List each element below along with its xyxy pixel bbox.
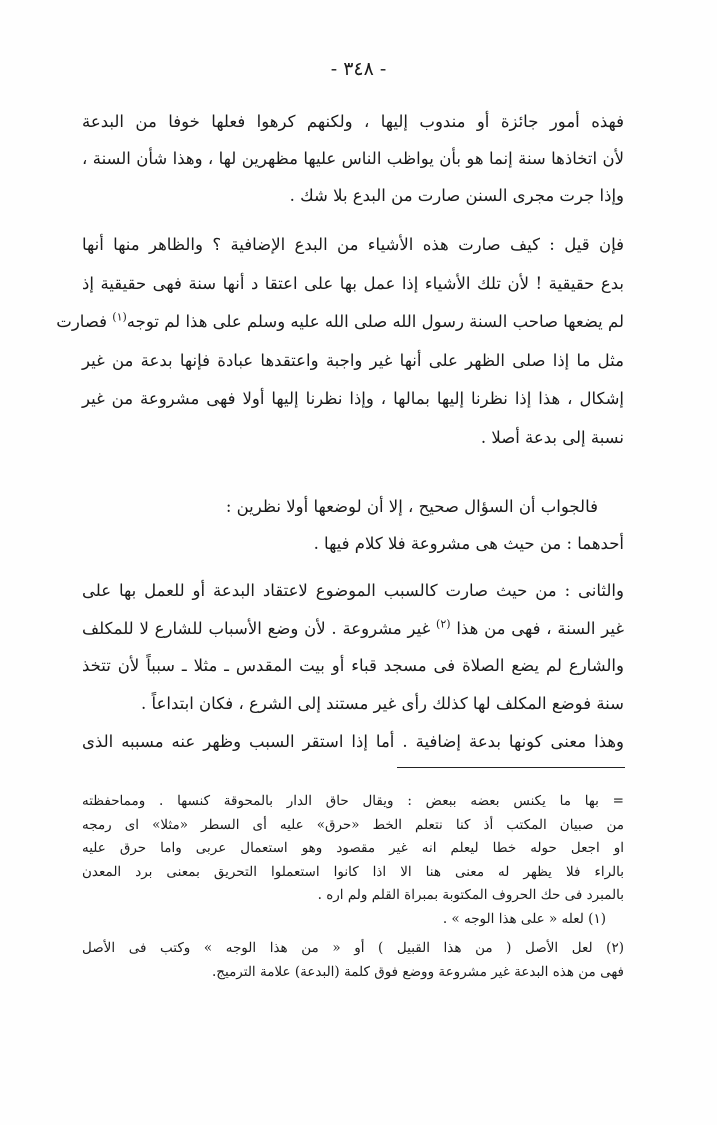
footnote-marker-2: (٢)	[436, 617, 451, 630]
text-line: لأن اتخاذها سنة إنما هو بأن يواظب الناس عليها مظهرين لها ، وهذا شأن السنة ،	[82, 149, 624, 168]
footnote-separator	[397, 767, 625, 768]
text-line: والثانى : من حيث صارت كالسبب الموضوع لاعتقاد البدعة أو للعمل بها على	[82, 581, 624, 600]
text-segment: غير مشروعة . لأن وضع الأسباب للشارع لا للمكلف	[82, 618, 431, 638]
footnote-2-line: فهى من هذه البدعة غير مشروعة ووضع فوق كلمة (البدعة) علامة الترميج.	[211, 963, 624, 980]
paragraph-2	[56, 226, 624, 457]
footnotes	[82, 790, 624, 984]
text-segment: فصارت	[56, 312, 108, 331]
text-line: مثل ما إذا صلى الظهر على أنها غير واجبة واعتقدها عبادة فإنها بدعة من غير	[82, 350, 624, 370]
footnote-marker-1: (١)	[112, 310, 127, 324]
text-line: نسبة إلى بدعة أصلا .	[480, 427, 624, 447]
text-segment: غير السنة ، فهى من هذا	[456, 618, 624, 638]
text-line: والشارع لم يضع الصلاة فى مسجد قباء أو بيت المقدس ـ مثلا ـ سبباً لأن تتخذ	[82, 656, 624, 675]
paragraph-4	[82, 572, 624, 722]
text-line: فهذه أمور جائزة أو مندوب إليها ، ولكنهم كرهوا فعلها خوفا من البدعة	[82, 112, 624, 131]
footnote-line: = بها ما يكنس بعضه ببعض : ويقال حاق الدار بالمحوقة كنسها . ومماحفظته	[82, 793, 624, 809]
paragraph-3	[82, 488, 624, 562]
paragraph-1	[82, 103, 624, 214]
paragraph-5	[82, 723, 624, 760]
text-line-with-note	[56, 303, 624, 342]
text-line: أحدهما : من حيث هى مشروعة فلا كلام فيها .	[313, 534, 624, 553]
text-segment: لم يضعها صاحب السنة رسول الله صلى الله عليه وسلم على هذا لم توجه	[126, 312, 624, 331]
page-number: - ٣٤٨ -	[330, 58, 387, 80]
text-line: وإذا جرت مجرى السنن صارت من البدع بلا شك .	[289, 186, 624, 205]
footnote-line: او اجعل حوله خطا ليعلم انه غير مقصود وهو استعمال عربى واما حرق عليه	[82, 840, 625, 856]
footnote-line: بالراء فلا يظهر له معنى هنا الا اذا كانوا استعملوا التحريق بمعنى برد المعدن	[82, 863, 624, 880]
footnote-1: (١) لعله « على هذا الوجه » .	[442, 910, 606, 927]
text-line-with-note	[82, 610, 624, 648]
text-line: سنة فوضع المكلف لها كذلك رأى غير مستند إلى الشرع ، فكان ابتداعاً .	[141, 693, 624, 713]
text-line: بدع حقيقية ! لأن تلك الأشياء إذا عمل بها على اعتقا د أنها سنة فهى حقيقية إذ	[82, 273, 624, 293]
footnote-line: بالمبرد فى حك الحروف المكتوبة بمبراة القلم ولم اره .	[317, 887, 624, 903]
text-line: إشكال ، هذا إذا نظرنا إليها بمالها ، وإذا نظرنا إليها أولا فهى مشروعة من غير	[82, 389, 624, 408]
footnote-2-line: (٢) لعل الأصل ( من هذا القبيل ) أو « من هذا الوجه » وكتب فى الأصل	[82, 940, 624, 956]
text-line: فإن قيل : كيف صارت هذه الأشياء من البدع الإضافية ؟ والظاهر منها أنها	[82, 235, 624, 254]
footnote-line: من صبيان المكتب أذ كنا نتعلم الخط «حرق» عليه أى السطر «مثلا» اى رمجه	[82, 816, 624, 833]
text-line: فالجواب أن السؤال صحيح ، إلا أن لوضعها أولا نظرين :	[225, 497, 598, 516]
text-line: وهذا معنى كونها بدعة إضافية . أما إذا استقر السبب وظهر عنه مسببه الذى	[82, 732, 624, 751]
